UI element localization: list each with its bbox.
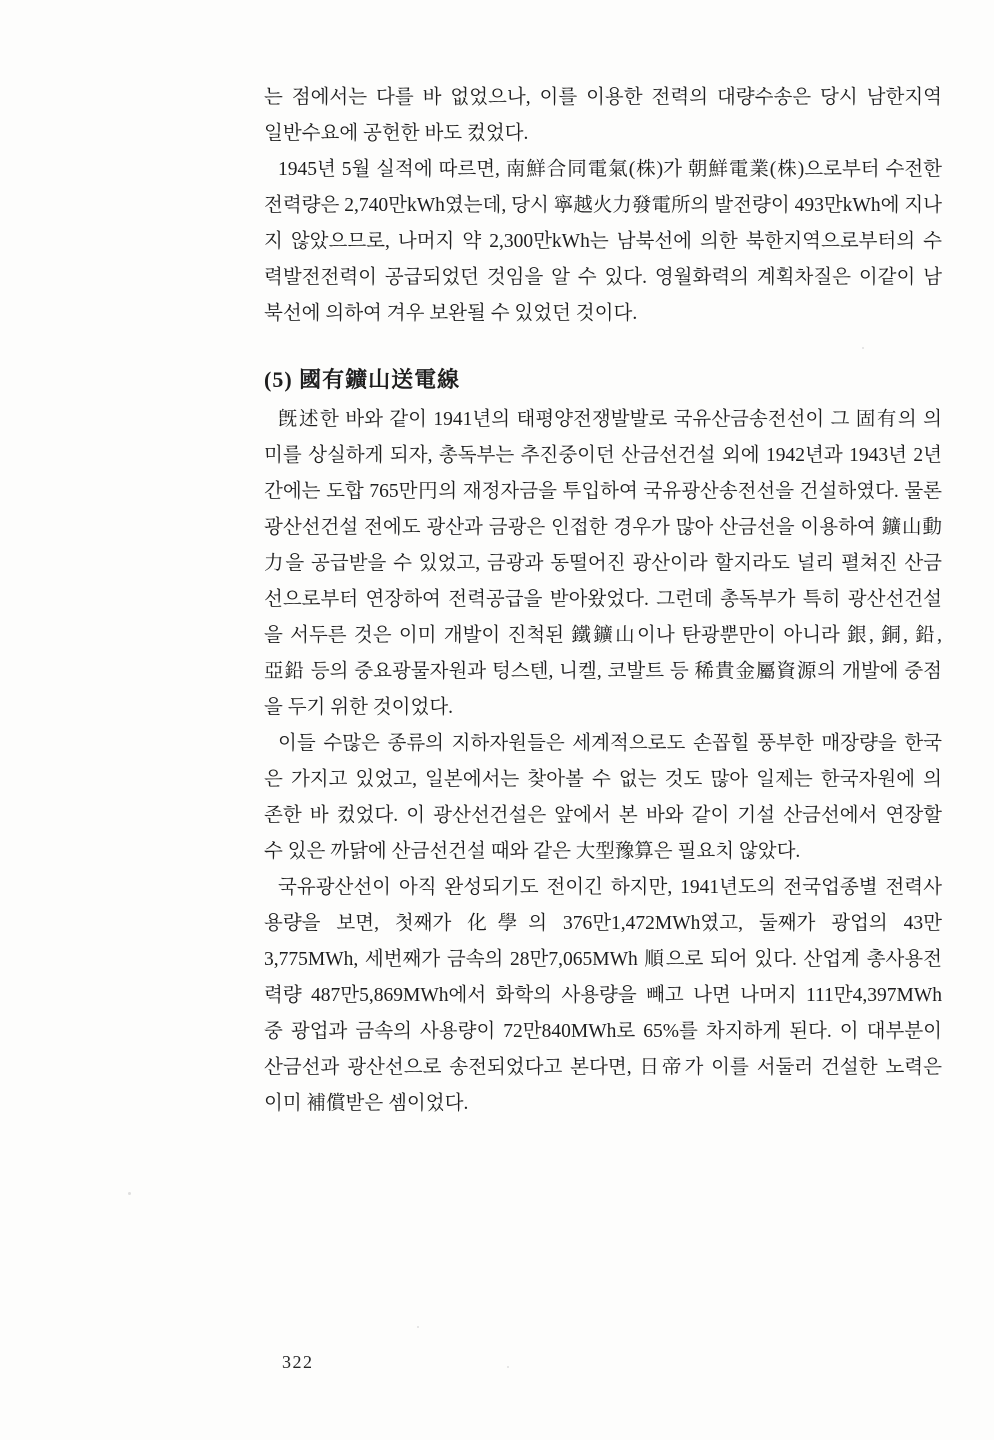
text-line: 선으로부터 연장하여 전력공급을 받아왔었다. 그런데 총독부가 특히 광산선건설 <box>264 589 942 610</box>
text-block <box>264 80 942 1122</box>
text-line: 1945년 5월 실적에 따르면, 南鮮合同電氣(株)가 朝鮮電業(株)으로부터 수전한 <box>278 159 942 180</box>
section-heading: (5) 國有鑛山送電線 <box>264 367 461 392</box>
text-line: 는 점에서는 다를 바 없었으나, 이를 이용한 전력의 대량수송은 당시 남한지역 <box>264 87 942 108</box>
text-line: 을 서두른 것은 이미 개발이 진척된 鐵鑛山이나 탄광뿐만이 아니라 銀, 銅, 鉛, <box>264 625 942 646</box>
scan-speck <box>128 1192 131 1195</box>
text-line: 이들 수많은 종류의 지하자원들은 세계적으로도 손꼽힐 풍부한 매장량을 한국 <box>278 733 942 754</box>
text-line: 력량 487만5,869MWh에서 화학의 사용량을 빼고 나면 나머지 111만4,397MWh <box>264 985 942 1006</box>
text-line: 을 두기 위한 것이었다. <box>264 697 454 718</box>
text-line: 북선에 의하여 겨우 보완될 수 있었던 것이다. <box>264 303 638 324</box>
text-line: 전력량은 2,740만kWh였는데, 당시 寧越火力發電所의 발전량이 493만kWh에 지나 <box>264 195 942 216</box>
scan-speck <box>862 347 864 349</box>
text-line: 3,775MWh, 세번째가 금속의 28만7,065MWh 順으로 되어 있다. 산업계 총사용전 <box>264 949 942 970</box>
text-line: 力을 공급받을 수 있었고, 금광과 동떨어진 광산이라 할지라도 널리 펼쳐진 산금 <box>264 553 942 574</box>
scan-speck <box>417 1326 419 1328</box>
text-line: 간에는 도합 765만円의 재정자금을 투입하여 국유광산송전선을 건설하였다. 물론 <box>264 481 942 502</box>
text-line: 국유광산선이 아직 완성되기도 전이긴 하지만, 1941년도의 전국업종별 전력사 <box>278 877 942 898</box>
text-line: 亞鉛 등의 중요광물자원과 텅스텐, 니켈, 코발트 등 稀貴金屬資源의 개발에 중점 <box>264 661 942 682</box>
page-number: 322 <box>282 1352 314 1372</box>
scan-speck <box>757 90 759 92</box>
text-line: 용량을 보면, 첫째가 化學의 376만1,472MWh였고, 둘째가 광업의 43만 <box>264 913 942 934</box>
text-line: 미를 상실하게 되자, 총독부는 추진중이던 산금선건설 외에 1942년과 1943년 2년 <box>264 445 942 466</box>
text-line: 력발전전력이 공급되었던 것임을 알 수 있다. 영월화력의 계획차질은 이같이 남 <box>264 267 942 288</box>
scan-speck <box>507 1366 509 1368</box>
text-line: 일반수요에 공헌한 바도 컸었다. <box>264 123 529 144</box>
text-line: 지 않았으므로, 나머지 약 2,300만kWh는 남북선에 의한 북한지역으로부터의 수 <box>264 231 942 252</box>
text-line: 중 광업과 금속의 사용량이 72만840MWh로 65%를 차지하게 된다. 이 대부분이 <box>264 1021 942 1042</box>
text-line: 은 가지고 있었고, 일본에서는 찾아볼 수 없는 것도 많아 일제는 한국자원에 의 <box>264 769 942 790</box>
text-line: 존한 바 컸었다. 이 광산선건설은 앞에서 본 바와 같이 기설 산금선에서 연장할 <box>264 805 942 826</box>
text-line: 산금선과 광산선으로 송전되었다고 본다면, 日帝가 이를 서둘러 건설한 노력은 <box>264 1057 942 1078</box>
text-line: 수 있은 까닭에 산금선건설 때와 같은 大型豫算은 필요치 않았다. <box>264 841 801 862</box>
text-line: 旣述한 바와 같이 1941년의 태평양전쟁발발로 국유산금송전선이 그 固有의 의 <box>278 409 942 430</box>
text-line: 이미 補償받은 셈이었다. <box>264 1093 469 1114</box>
text-line: 광산선건설 전에도 광산과 금광은 인접한 경우가 많아 산금선을 이용하여 鑛山動 <box>264 517 942 538</box>
